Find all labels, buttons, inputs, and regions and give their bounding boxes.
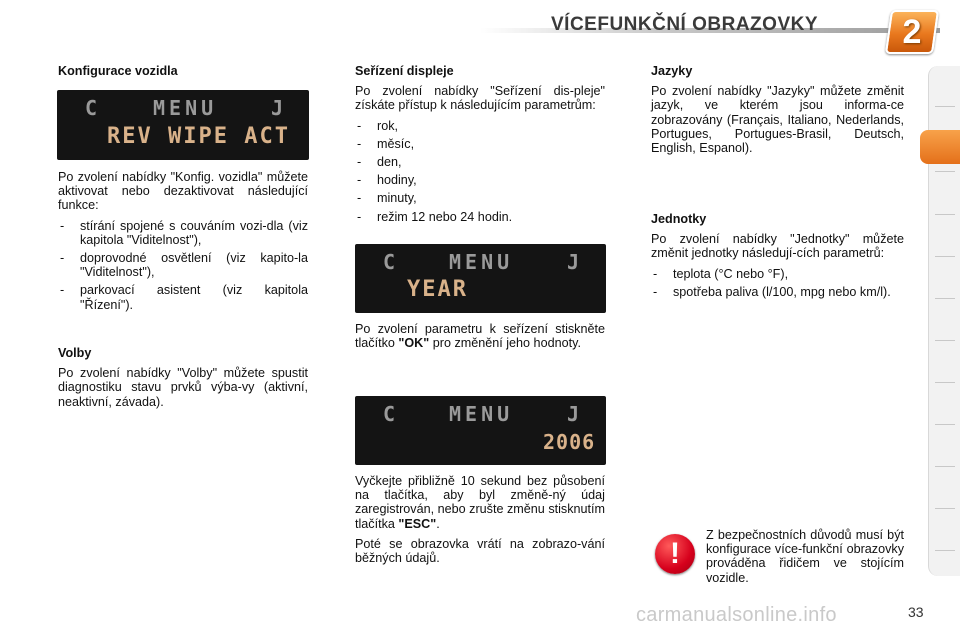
lcd-menu-indicator-right: J (567, 402, 584, 426)
paragraph: Po zvolení nabídky "Konfig. vozidla" můžete aktivovat nebo dezaktivovat následující funkce: (58, 170, 308, 213)
list-item: - parkovací asistent (viz kapitola "Řízení"). (58, 283, 308, 311)
page-number: 33 (908, 604, 924, 620)
tab-divider (935, 550, 955, 551)
section-serizeni (355, 64, 605, 228)
chapter-badge (885, 10, 939, 54)
parameter-list (355, 119, 605, 224)
section-jazyky (651, 64, 904, 161)
list-item: - den, (355, 155, 605, 169)
lcd-menu-label: MENU (153, 96, 218, 120)
tab-divider (935, 106, 955, 107)
lcd-menu-indicator: C (383, 402, 400, 426)
lcd-value: REV WIPE ACT (107, 124, 290, 149)
lcd-menu-indicator-right: J (271, 96, 288, 120)
tab-divider (935, 214, 955, 215)
paragraph: Z bezpečnostních důvodů musí být konfigurace více-funkční obrazovky prováděna řidičem ve stojícím vozidle. (706, 528, 904, 585)
paragraph: Po zvolení nabídky "Seřízení dis-pleje" získáte přístup k následujícím parametrům: (355, 84, 605, 113)
warning-icon: ! (655, 534, 695, 574)
active-chapter-tab[interactable] (920, 130, 960, 164)
paragraph (355, 474, 605, 531)
esc-button-label: "ESC" (398, 516, 437, 531)
tab-divider (935, 424, 955, 425)
section-volby (58, 346, 308, 415)
tab-divider (935, 171, 955, 172)
units-list (651, 267, 904, 299)
tab-divider (935, 382, 955, 383)
lcd-menu-indicator: C (85, 96, 102, 120)
section-heading: Seřízení displeje (355, 64, 454, 78)
section-heading: Volby (58, 346, 92, 360)
display-screen-config (57, 90, 309, 160)
text-run: Po zvolení parametru k seřízení stiskněte tlačítko (355, 322, 605, 351)
paragraph: Poté se obrazovka vrátí na zobrazo-vání běžných údajů. (355, 536, 605, 566)
watermark: carmanualsonline.info (636, 604, 837, 626)
section-jednotky (651, 212, 904, 303)
section-ok (355, 322, 605, 356)
text-run: Vyčkejte přibližně 10 sekund bez působení na tlačítka, aby byl změně-ný údaj zaregistrován, nebo zrušte změnu stisknutím tlačítka (355, 474, 605, 531)
paragraph (355, 322, 605, 350)
section-konfigurace-heading-wrap (58, 64, 308, 84)
page-title: VÍCEFUNKČNÍ OBRAZOVKY (551, 14, 819, 35)
lcd-menu-indicator: C (383, 250, 400, 274)
section-wait (355, 474, 605, 571)
chapter-number: 2 (902, 13, 922, 51)
display-screen-2006 (355, 396, 606, 465)
section-heading: Jednotky (651, 212, 707, 226)
list-item: - režim 12 nebo 24 hodin. (355, 210, 605, 224)
lcd-menu-label: MENU (449, 402, 514, 426)
warning-note (706, 528, 904, 591)
lcd-menu-label: MENU (449, 250, 514, 274)
list-item: - měsíc, (355, 137, 605, 151)
paragraph: Po zvolení nabídky "Volby" můžete spustit diagnostiku stavu prvků výba-vy (aktivní, neaktivní, závada). (58, 366, 308, 409)
section-heading: Konfigurace vozidla (58, 64, 178, 78)
text-run: . (436, 516, 440, 531)
tab-divider (935, 298, 955, 299)
display-screen-year (355, 244, 606, 313)
section-heading: Jazyky (651, 64, 693, 78)
lcd-value: 2006 (543, 430, 596, 454)
tab-divider (935, 256, 955, 257)
paragraph: Po zvolení nabídky "Jazyky" můžete změnit jazyk, ve kterém jsou informa-ce zobrazovány (Français, Italiano, Nederlands, Portugues, Portugues-Brasil, Deutsch, English, Espanol). (651, 84, 904, 156)
list-item: - stírání spojené s couváním vozi-dla (viz kapitola "Viditelnost"), (58, 219, 308, 247)
text-run: pro změnění jeho hodnoty. (429, 336, 581, 351)
ok-button-label: "OK" (398, 336, 430, 351)
list-item: - rok, (355, 119, 605, 133)
lcd-value: YEAR (407, 277, 468, 302)
list-item: - doprovodné osvětlení (viz kapito-la "Viditelnost"), (58, 251, 308, 279)
list-item: - minuty, (355, 191, 605, 205)
tab-divider (935, 466, 955, 467)
list-item: - teplota (°C nebo °F), (651, 267, 904, 281)
tab-divider (935, 508, 955, 509)
list-item: - hodiny, (355, 173, 605, 187)
paragraph: Po zvolení nabídky "Jednotky" můžete změnit jednotky následují-cích parametrů: (651, 232, 904, 261)
section-konfigurace-body (58, 170, 308, 316)
tab-divider (935, 340, 955, 341)
list-item: - spotřeba paliva (l/100, mpg nebo km/l). (651, 285, 904, 299)
function-list (58, 219, 308, 312)
lcd-menu-indicator-right: J (567, 250, 584, 274)
